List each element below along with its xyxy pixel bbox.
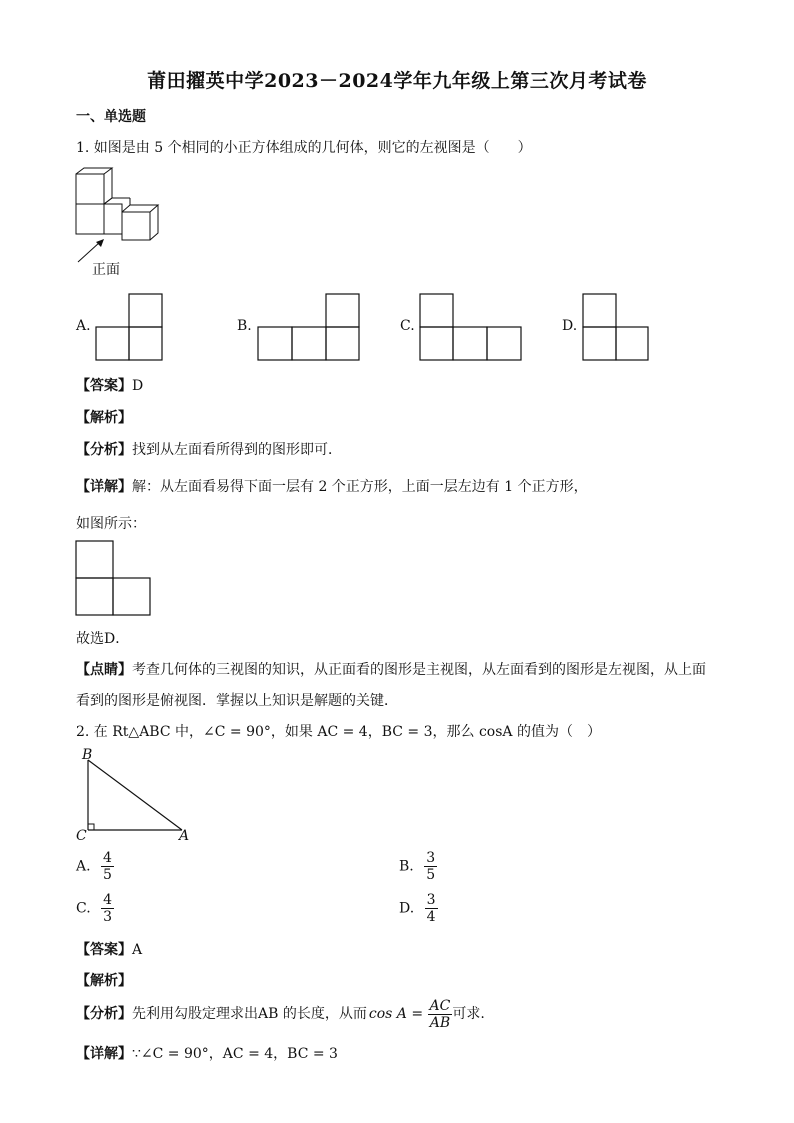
answer-tag: 【答案】 — [76, 378, 132, 394]
q1-solution-figure — [75, 540, 153, 618]
option-letter: B. — [399, 858, 414, 875]
option-letter: A. — [76, 858, 91, 875]
q1-option-a-label: A. — [76, 318, 91, 334]
q1-option-a-figure — [95, 293, 165, 363]
q1-dianjing-line1 — [76, 659, 706, 679]
option-fraction — [101, 892, 114, 925]
q1-stem: 1. 如图是由 5 个相同的小正方体组成的几何体，则它的左视图是（ ） — [76, 140, 532, 156]
fenxi-tag: 【分析】 — [76, 1006, 132, 1022]
q2-option-b — [399, 850, 437, 883]
q1-ru-tu: 如图所示： — [76, 516, 146, 532]
vertex-b-label: B — [82, 747, 93, 763]
fraction-denominator: 4 — [426, 909, 436, 925]
fraction-numerator: 4 — [103, 850, 112, 866]
q1-analysis-tag: 【解析】 — [76, 410, 132, 426]
xiangjie-text: ∵∠C = 90°，AC = 4，BC = 3 — [132, 1046, 338, 1062]
answer-tag: 【答案】 — [76, 942, 132, 958]
q1-option-b-label: B. — [237, 318, 252, 334]
cos-fraction — [428, 998, 453, 1031]
fenxi-tag: 【分析】 — [76, 442, 132, 458]
vertex-a-label: A — [179, 828, 190, 844]
option-fraction — [424, 850, 437, 883]
fraction-denominator: 5 — [103, 867, 112, 883]
fenxi-text: 找到从左面看所得到的图形即可． — [132, 442, 342, 458]
q2-fenxi — [76, 996, 485, 1032]
section-heading: 一、单选题 — [76, 109, 146, 125]
answer-value: A — [132, 942, 143, 958]
dianjing-text-1: 考查几何体的三视图的知识，从正面看的图形是主视图，从左面看到的图形是左视图，从上面 — [132, 662, 706, 678]
q1-option-d-label: D. — [562, 318, 578, 334]
q2-option-c — [76, 892, 114, 925]
fraction-denominator: AB — [429, 1014, 451, 1031]
fraction-numerator: 4 — [103, 892, 113, 908]
q1-solid-figure — [74, 168, 174, 248]
q1-answer — [76, 375, 143, 395]
option-letter: D. — [399, 900, 415, 917]
fenxi-text: 先利用勾股定理求出AB 的长度，从而 — [132, 1006, 367, 1022]
fraction-denominator: 5 — [426, 867, 436, 883]
q1-xiangjie — [76, 476, 588, 496]
xiangjie-tag: 【详解】 — [76, 479, 132, 495]
front-label: 正面 — [92, 262, 120, 278]
q2-option-a — [76, 850, 114, 883]
q1-dianjing-line2: 看到的图形是俯视图．掌握以上知识是解题的关键． — [76, 693, 398, 709]
answer-value: D — [132, 378, 144, 394]
q1-option-d-figure — [582, 293, 652, 363]
q2-xiangjie — [76, 1043, 338, 1063]
fraction-denominator: 3 — [103, 909, 113, 925]
dianjing-tag: 【点睛】 — [76, 662, 132, 678]
fenxi-post: 可求. — [452, 1006, 485, 1022]
xiangjie-text: 解：从左面看易得下面一层有 2 个正方形，上面一层左边有 1 个正方形， — [132, 479, 588, 495]
q2-answer — [76, 939, 142, 959]
page-title: 莆田擢英中学2023－2024学年九年级上第三次月考试卷 — [147, 70, 647, 92]
fraction-numerator: AC — [429, 997, 451, 1014]
q2-stem: 2. 在 Rt△ABC 中，∠C = 90°，如果 AC = 4，BC = 3，那么 cosA 的值为（ ） — [76, 724, 601, 740]
q1-guxuan: 故选D． — [76, 631, 130, 647]
option-letter: C. — [76, 900, 91, 917]
fraction-numerator: 3 — [426, 892, 436, 908]
q1-fenxi — [76, 439, 342, 459]
cos-expression: cos A = — [368, 1006, 424, 1022]
q1-option-c-label: C. — [400, 318, 415, 334]
vertex-c-label: C — [76, 828, 87, 844]
q2-analysis-tag: 【解析】 — [76, 973, 132, 989]
option-fraction — [425, 892, 438, 925]
q1-option-b-figure — [257, 293, 361, 363]
option-fraction — [101, 850, 114, 883]
q2-option-d — [399, 892, 438, 925]
fraction-numerator: 3 — [426, 850, 436, 866]
q1-option-c-figure — [419, 293, 523, 363]
xiangjie-tag: 【详解】 — [76, 1046, 132, 1062]
